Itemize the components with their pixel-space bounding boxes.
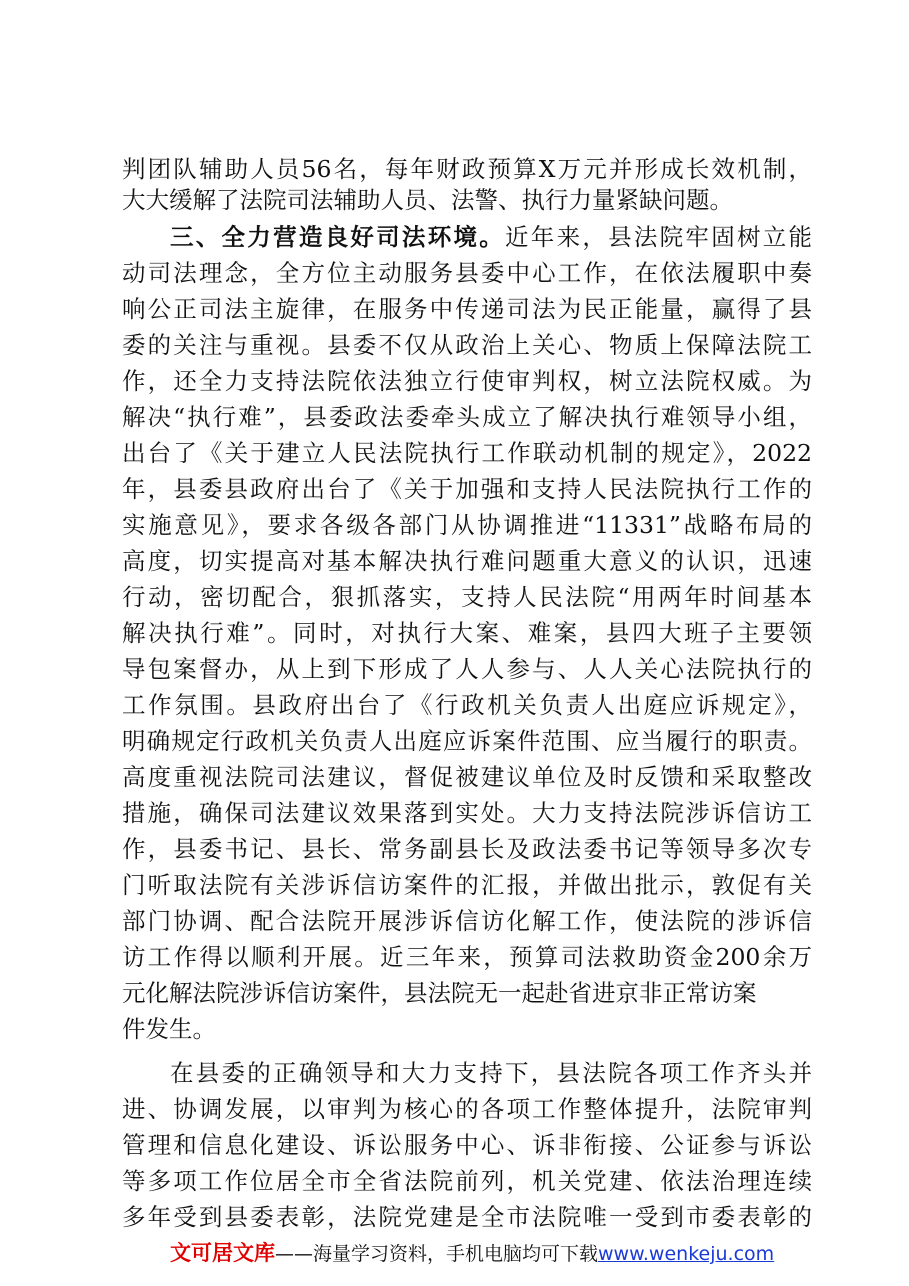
text-line: 解决“执行难”，县委政法委牵头成立了解决执行难领导小组，	[122, 403, 812, 431]
text-line: 措施，确保司法建议效果落到实处。大力支持法院涉诉信访工	[122, 799, 812, 827]
section-heading-continuation: 近年来，县法院牢固树立能	[505, 223, 813, 251]
text-line: 工作氛围。县政府出台了《行政机关负责人出庭应诉规定》，	[122, 691, 812, 719]
text-line: 高度重视法院司法建议，督促被建议单位及时反馈和采取整改	[122, 763, 812, 791]
text-line: 大大缓解了法院司法辅助人员、法警、执行力量紧缺问题。	[122, 186, 733, 214]
section-heading-paragraph	[170, 222, 812, 252]
text-line: 作，还全力支持法院依法独立行使审判权，树立法院权威。为	[122, 367, 812, 395]
text-line: 高度，切实提高对基本解决执行难问题重大意义的认识，迅速	[122, 547, 812, 575]
text-line: 明确规定行政机关负责人出庭应诉案件范围、应当履行的职责。	[122, 727, 812, 755]
text-line: 实施意见》，要求各级各部门从协调推进“11331”战略布局的	[122, 511, 812, 539]
text-line: 年，县委县政府出台了《关于加强和支持人民法院执行工作的	[122, 475, 812, 503]
text-line: 委的关注与重视。县委不仅从政治上关心、物质上保障法院工	[122, 331, 812, 359]
text-line: 作，县委书记、县长、常务副县长及政法委书记等领导多次专	[122, 835, 812, 863]
section-heading: 三、全力营造良好司法环境。	[170, 223, 506, 251]
text-line: 元化解法院涉诉信访案件，县法院无一起赴省进京非正常访案	[122, 979, 757, 1007]
paragraph-first-line: 在县委的正确领导和大力支持下，县法院各项工作齐头并	[170, 1059, 812, 1087]
text-line: 进、协调发展，以审判为核心的各项工作整体提升，法院审判	[122, 1095, 812, 1123]
text-line: 行动，密切配合，狠抓落实，支持人民法院“用两年时间基本	[122, 583, 812, 611]
footer-tagline: ——海量学习资料，手机电脑均可下载	[275, 1243, 599, 1265]
text-line: 部门协调、配合法院开展涉诉信访化解工作，使法院的涉诉信	[122, 907, 812, 935]
text-line: 解决执行难”。同时，对执行大案、难案，县四大班子主要领	[122, 619, 812, 647]
text-line: 判团队辅助人员56名，每年财政预算X万元并形成长效机制，	[122, 155, 812, 183]
text-line: 出台了《关于建立人民法院执行工作联动机制的规定》，2022	[122, 439, 812, 467]
text-line: 响公正司法主旋律，在服务中传递司法为民正能量，赢得了县	[122, 295, 812, 323]
footer-brand: 文可居文库	[170, 1241, 275, 1265]
text-line: 访工作得以顺利开展。近三年来，预算司法救助资金200余万	[122, 943, 812, 971]
text-line: 导包案督办，从上到下形成了人人参与、人人关心法院执行的	[122, 655, 812, 683]
text-line: 等多项工作位居全市全省法院前列，机关党建、依法治理连续	[122, 1167, 812, 1195]
text-line: 管理和信息化建设、诉讼服务中心、诉非衔接、公证参与诉讼	[122, 1131, 812, 1159]
text-line: 多年受到县委表彰，法院党建是全市法院唯一受到市委表彰的	[122, 1203, 812, 1231]
text-line: 件发生。	[122, 1015, 216, 1043]
text-line: 动司法理念，全方位主动服务县委中心工作，在依法履职中奏	[122, 259, 812, 287]
watermark-footer	[170, 1240, 774, 1267]
footer-url-link[interactable]: www.wenkeju.com	[598, 1243, 775, 1265]
text-line: 门听取法院有关涉诉信访案件的汇报，并做出批示，敦促有关	[122, 871, 812, 899]
